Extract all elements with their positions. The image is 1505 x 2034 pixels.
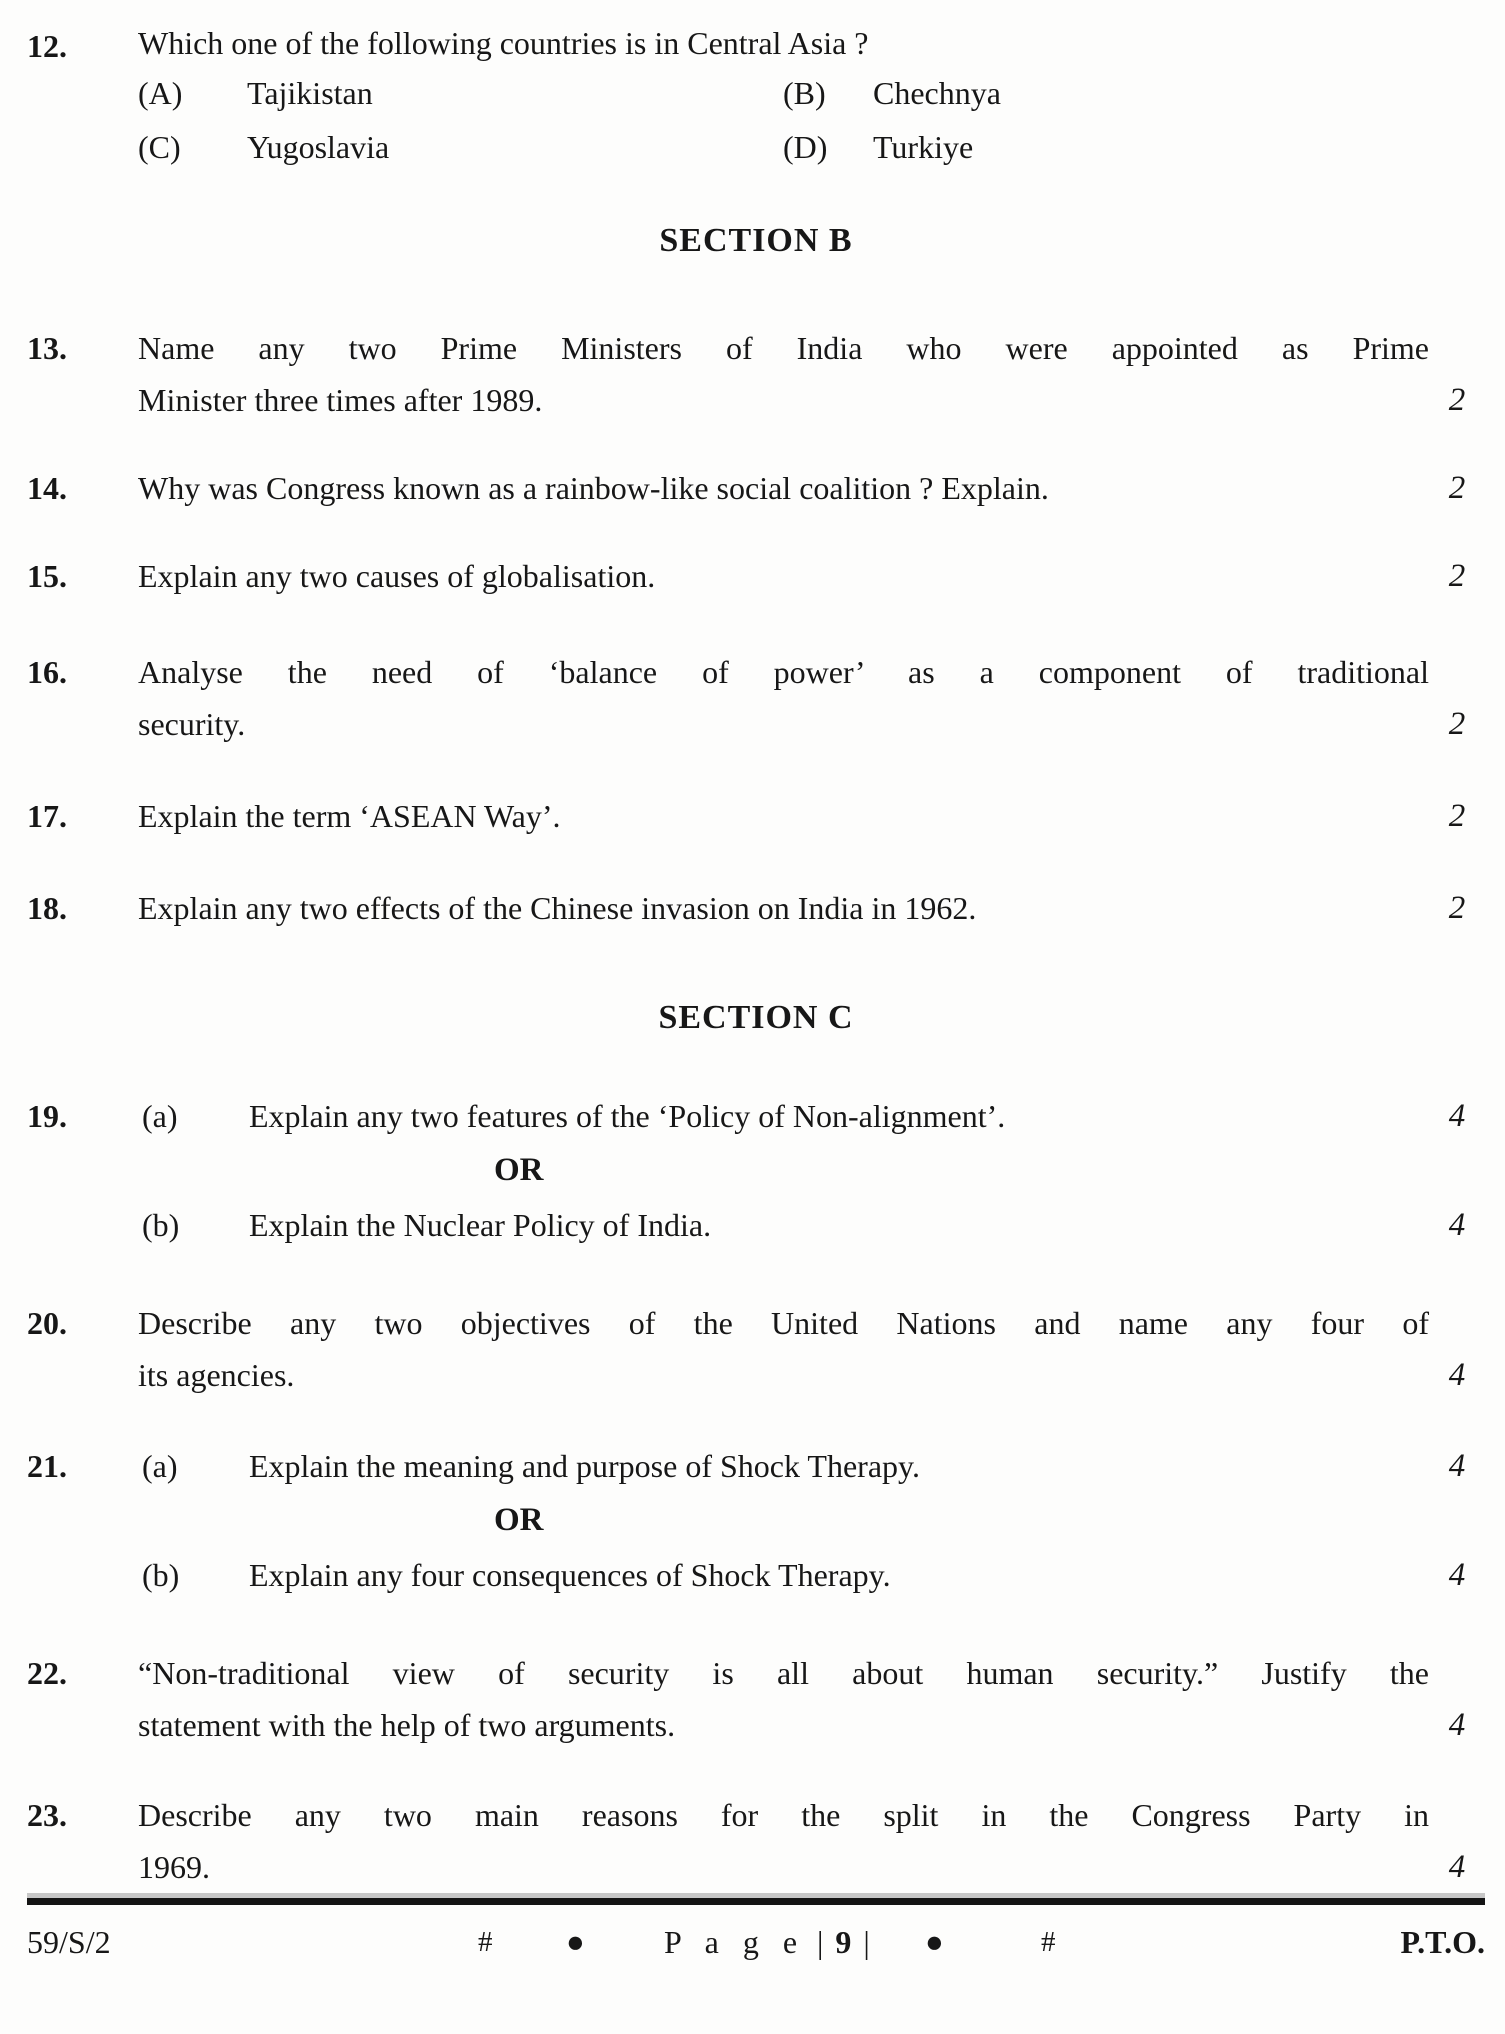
question-number: 12. — [27, 28, 67, 64]
question-line: Explain any two effects of the Chinese invasion on India in 1962. — [138, 890, 977, 926]
part-text: Explain the meaning and purpose of Shock Therapy. — [249, 1448, 920, 1484]
question-line: Why was Congress known as a rainbow-like social coalition ? Explain. — [138, 470, 1049, 506]
option-b — [783, 66, 1001, 120]
question-18 — [27, 882, 1485, 934]
marks-value: 4 — [1448, 1448, 1466, 1484]
footer-divider — [27, 1893, 1485, 1905]
options-row — [138, 120, 1485, 174]
question-line: “Non-traditional view of security is all about human security.” Justify the — [138, 1655, 1429, 1691]
part-text: Explain the Nuclear Policy of India. — [249, 1207, 712, 1243]
question-number: 14. — [27, 470, 67, 506]
question-23 — [27, 1789, 1485, 1893]
question-line: Explain the term ‘ASEAN Way’. — [138, 798, 561, 834]
question-part-b — [138, 1199, 1485, 1251]
option-text: Turkiye — [873, 129, 974, 165]
marks-value: 2 — [1448, 558, 1466, 594]
question-number: 15. — [27, 558, 67, 594]
marks-value: 4 — [1448, 1557, 1466, 1593]
question-line: Describe any two objectives of the United Nations and name any four of — [138, 1305, 1429, 1341]
bullet-icon: ● — [566, 1924, 585, 1959]
option-label: (C) — [138, 129, 181, 165]
part-label: (b) — [142, 1557, 180, 1593]
question-number: 20. — [27, 1305, 67, 1341]
option-label: (B) — [783, 75, 826, 111]
question-number: 16. — [27, 654, 67, 690]
or-separator: OR — [494, 1502, 544, 1538]
question-line: security. — [138, 706, 246, 742]
question-number: 17. — [27, 798, 67, 834]
question-20 — [27, 1297, 1485, 1401]
question-line: Describe any two main reasons for the split in the Congress Party in — [138, 1797, 1429, 1833]
part-text: Explain any four consequences of Shock Therapy. — [249, 1557, 891, 1593]
question-21 — [27, 1440, 1485, 1601]
question-text — [138, 322, 1429, 426]
option-label: (A) — [138, 75, 183, 111]
marks-value: 4 — [1448, 1098, 1466, 1134]
question-number: 21. — [27, 1448, 67, 1484]
question-13 — [27, 322, 1485, 426]
question-line: 1969. — [138, 1849, 210, 1885]
section-b-heading: SECTION B — [659, 222, 853, 259]
question-15 — [27, 550, 1485, 602]
page-word: P a g e — [664, 1924, 806, 1960]
marks-value: 4 — [1448, 1707, 1466, 1743]
marks-value: 4 — [1448, 1357, 1466, 1393]
pipe-separator: | — [817, 1924, 824, 1960]
part-label: (a) — [142, 1448, 178, 1484]
pipe-separator: | — [863, 1924, 870, 1960]
option-text: Chechnya — [873, 75, 1001, 111]
option-text: Tajikistan — [247, 75, 373, 111]
marks-value: 4 — [1448, 1849, 1466, 1885]
question-line: Analyse the need of ‘balance of power’ as a component of traditional — [138, 654, 1429, 690]
page-number: 9 — [835, 1924, 852, 1960]
marks-value: 2 — [1448, 470, 1466, 506]
part-label: (b) — [142, 1207, 180, 1243]
question-line: statement with the help of two arguments. — [138, 1707, 676, 1743]
question-12 — [27, 20, 1485, 174]
question-text: Which one of the following countries is in Central Asia ? — [138, 25, 869, 61]
question-text — [138, 462, 1429, 514]
page-indicator — [664, 1919, 882, 1965]
question-number: 22. — [27, 1655, 67, 1691]
section-c-heading: SECTION C — [658, 999, 854, 1036]
option-d — [783, 120, 973, 174]
paper-code: 59/S/2 — [27, 1924, 111, 1960]
question-line: Name any two Prime Ministers of India who were appointed as Prime — [138, 330, 1429, 366]
option-c — [138, 120, 783, 174]
question-14 — [27, 462, 1485, 514]
question-number: 18. — [27, 890, 67, 926]
question-text — [138, 550, 1429, 602]
question-number: 23. — [27, 1797, 67, 1833]
question-16 — [27, 646, 1485, 750]
option-text: Yugoslavia — [247, 129, 390, 165]
bullet-icon: ● — [925, 1924, 944, 1959]
question-text — [138, 646, 1429, 750]
question-part-a — [138, 1440, 1485, 1492]
question-text — [138, 790, 1429, 842]
question-17 — [27, 790, 1485, 842]
question-line: its agencies. — [138, 1357, 295, 1393]
question-text — [138, 1647, 1429, 1751]
hash-mark-icon: # — [1041, 1926, 1056, 1958]
question-text — [138, 1297, 1429, 1401]
question-text — [138, 882, 1429, 934]
question-number: 13. — [27, 330, 67, 366]
part-text: Explain any two features of the ‘Policy of Non-alignment’. — [249, 1098, 1006, 1134]
marks-value: 2 — [1448, 382, 1466, 418]
hash-mark-icon: # — [478, 1926, 493, 1958]
question-number: 19. — [27, 1098, 67, 1134]
page-footer — [27, 1919, 1485, 1965]
question-19 — [27, 1090, 1485, 1251]
question-line: Explain any two causes of globalisation. — [138, 558, 656, 594]
part-label: (a) — [142, 1098, 178, 1134]
pto-label: P.T.O. — [1400, 1924, 1485, 1960]
or-separator: OR — [494, 1152, 544, 1188]
question-text — [138, 1789, 1429, 1893]
option-label: (D) — [783, 129, 828, 165]
marks-value: 4 — [1448, 1207, 1466, 1243]
question-part-b — [138, 1549, 1485, 1601]
question-part-a — [138, 1090, 1485, 1142]
marks-value: 2 — [1448, 890, 1466, 926]
marks-value: 2 — [1448, 706, 1466, 742]
option-a — [138, 66, 783, 120]
options-row — [138, 66, 1485, 120]
question-line: Minister three times after 1989. — [138, 382, 543, 418]
marks-value: 2 — [1448, 798, 1466, 834]
divider-black-line — [27, 1898, 1485, 1905]
question-22 — [27, 1647, 1485, 1751]
